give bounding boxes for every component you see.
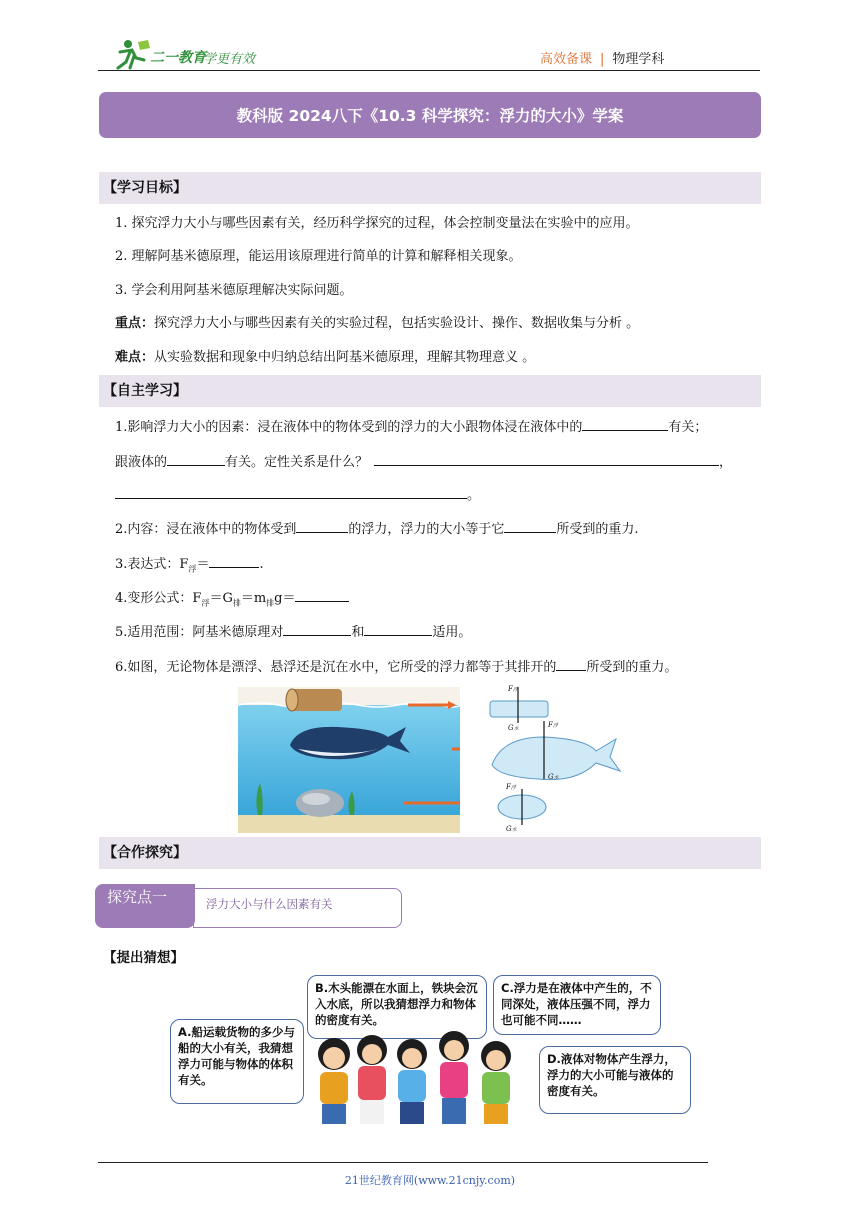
goal-2: 2. 理解阿基米德原理，能运用该原理进行简单的计算和解释相关现象。 <box>115 249 522 264</box>
title-bar <box>99 92 761 138</box>
section-coop: 【合作探究】 <box>99 837 761 869</box>
q1-text-f: 。 <box>467 488 481 503</box>
section-goals: 【学习目标】 <box>99 172 761 204</box>
explore-tag <box>95 884 195 928</box>
q1-text-e: ， <box>719 455 733 470</box>
q4-sub-1: 浮 <box>201 598 210 608</box>
rock-force-diagram <box>498 789 546 825</box>
q4-sub-3: 排 <box>266 598 275 608</box>
force-diagram <box>478 683 628 833</box>
q1-text-d: 有关。定性关系是什么？ <box>225 455 369 470</box>
q5-text-a: 5.适用范围：阿基米德原理对 <box>115 625 284 640</box>
footer-text: 21世纪教育网(www.21cnjy.com) <box>344 1174 516 1187</box>
blank-q1-3[interactable] <box>374 451 719 466</box>
buoyancy-illustration <box>238 687 460 833</box>
section-self-study: 【自主学习】 <box>99 375 761 407</box>
header-divider <box>98 70 760 71</box>
q2-text-c: 所受到的重力. <box>556 522 639 537</box>
blank-q1-2[interactable] <box>167 451 225 466</box>
child-5-icon <box>481 1041 511 1124</box>
q6-line <box>115 656 677 677</box>
header-subject: 物理学科 <box>612 52 665 67</box>
blank-q5-2[interactable] <box>364 621 432 636</box>
key-text: 探究浮力大小与哪些因素有关的实验过程，包括实验设计、操作、数据收集与分析 。 <box>154 316 640 331</box>
blank-q1-1[interactable] <box>582 416 668 431</box>
diff-text: 从实验数据和现象中归纳总结出阿基米德原理，理解其物理意义 。 <box>154 350 536 365</box>
q3-line <box>115 553 264 579</box>
header-separator: | <box>600 52 605 67</box>
q5-text-b: 和 <box>351 625 365 640</box>
q4-text-d: g＝ <box>274 591 296 606</box>
children-illustration <box>308 1030 524 1128</box>
label-g-whale: G水 <box>548 773 559 781</box>
label-g-log: G水 <box>508 724 519 732</box>
explore-tag-text: 探究点一 <box>107 888 168 906</box>
blank-q1-4[interactable] <box>115 484 467 499</box>
q3-text-c: . <box>259 557 264 572</box>
q4-sub-2: 排 <box>232 598 241 608</box>
q4-text-a: 4.变形公式：F <box>115 591 202 606</box>
bubble-b: B.木头能漂在水面上，铁块会沉入水底，所以我猜想浮力和物体的密度有关。 <box>307 975 487 1039</box>
difficult-point <box>115 349 535 367</box>
page-title: 教科版 2024八下《10.3 科学探究：浮力的大小》学案 <box>236 107 624 125</box>
q3-text-a: 3.表达式：F <box>115 557 189 572</box>
q1-text-b: 有关； <box>668 420 708 435</box>
child-4-icon <box>439 1031 469 1124</box>
logo-slogan: 学更有效 <box>203 52 256 67</box>
q3-sub: 浮 <box>188 564 197 574</box>
q1-text-a: 1.影响浮力大小的因素：浸在液体中的物体受到的浮力的大小跟物体浸在液体中的 <box>115 420 583 435</box>
footer-divider <box>98 1162 708 1163</box>
rock-icon <box>296 789 344 817</box>
q4-text-b: ＝G <box>209 591 233 606</box>
key-label: 重点： <box>115 316 155 331</box>
bubble-c: C.浮力是在液体中产生的，不同深处，液体压强不同，浮力也可能不同…… <box>493 975 661 1035</box>
q1-line3 <box>115 484 480 505</box>
header-label: 高效备课 <box>540 52 593 67</box>
q6-text-b: 所受到的重力。 <box>586 660 678 675</box>
q4-line <box>115 587 349 613</box>
q3-text-b: ＝ <box>196 557 210 572</box>
child-1-icon <box>318 1038 350 1124</box>
q1-text-c: 跟液体的 <box>115 455 168 470</box>
logo-text: 二一教育 <box>150 50 206 66</box>
log-force-diagram <box>490 687 548 723</box>
key-point <box>115 315 639 333</box>
q2-text-b: 的浮力，浮力的大小等于它 <box>348 522 505 537</box>
q1-line1 <box>115 416 707 437</box>
explore-text: 浮力大小与什么因素有关 <box>206 897 333 911</box>
label-f-rock: F浮 <box>506 783 516 791</box>
blank-q4[interactable] <box>295 587 349 602</box>
blank-q6[interactable] <box>556 656 586 671</box>
child-2-icon <box>357 1035 387 1124</box>
header-right <box>540 48 664 67</box>
label-g-rock: G水 <box>506 825 517 833</box>
q4-text-c: ＝m <box>240 591 267 606</box>
guess-label: 【提出猜想】 <box>103 950 184 966</box>
q5-text-c: 适用。 <box>432 625 472 640</box>
goal-3: 3. 学会利用阿基米德原理解决实际问题。 <box>115 283 353 298</box>
blank-q3[interactable] <box>209 553 259 568</box>
label-f-whale: F浮 <box>548 721 558 729</box>
q6-text: 6.如图，无论物体是漂浮、悬浮还是沉在水中，它所受的浮力都等于其排开的 <box>115 660 557 675</box>
goal-1: 1. 探究浮力大小与哪些因素有关，经历科学探究的过程，体会控制变量法在实验中的应用。 <box>115 216 639 231</box>
q1-line2 <box>115 451 732 472</box>
diff-label: 难点： <box>115 350 155 365</box>
log-icon <box>286 689 342 711</box>
bubble-d: D.液体对物体产生浮力，浮力的大小可能与液体的密度有关。 <box>539 1046 691 1114</box>
q5-line <box>115 621 471 642</box>
q2-text-a: 2.内容：浸在液体中的物体受到 <box>115 522 297 537</box>
blank-q2-2[interactable] <box>504 518 556 533</box>
blank-q2-1[interactable] <box>296 518 348 533</box>
bubble-a: A.船运载货物的多少与船的大小有关，我猜想浮力可能与物体的体积有关。 <box>170 1019 304 1104</box>
label-f-log: F浮 <box>508 685 518 693</box>
q2-line <box>115 518 639 539</box>
child-3-icon <box>397 1039 427 1124</box>
blank-q5-1[interactable] <box>283 621 351 636</box>
